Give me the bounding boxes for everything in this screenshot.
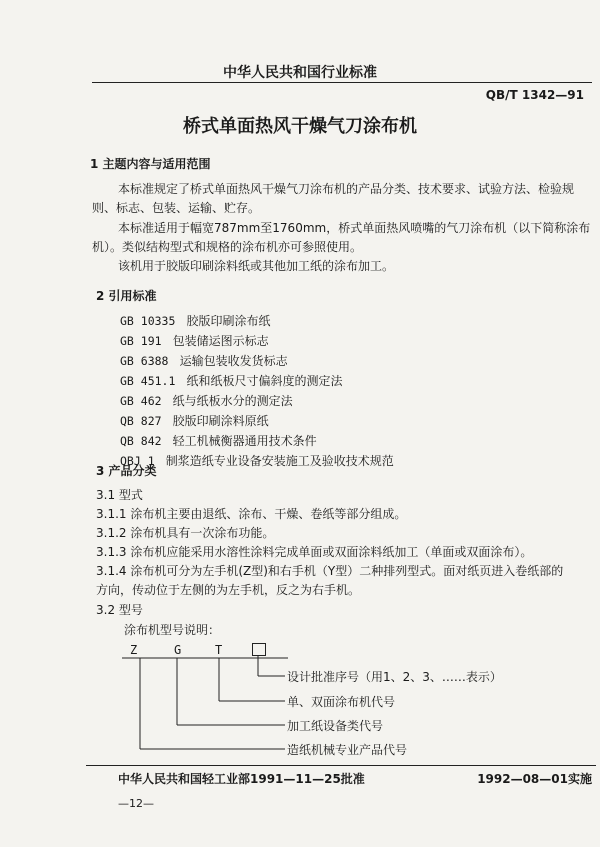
footer-rule <box>86 765 596 766</box>
model-label-side: 单、双面涂布机代号 <box>287 695 396 709</box>
clause-3-2: 3.2 型号 <box>96 603 143 617</box>
clause-3-1-2: 3.1.2 涂布机具有一次涂布功能。 <box>96 526 275 540</box>
model-letter-t: T <box>215 643 223 657</box>
section-1-heading: 1 主题内容与适用范围 <box>90 157 211 171</box>
section-1-para1-line2: 则、标志、包装、运输、贮存。 <box>92 201 261 215</box>
reference-code: QB 827 <box>120 414 162 428</box>
section-1-para3: 该机用于胶版印刷涂料纸或其他加工纸的涂布加工。 <box>118 259 395 273</box>
model-label-serial: 设计批准序号（用1、2、3、……表示） <box>287 670 502 684</box>
section-2-heading: 2 引用标准 <box>96 289 157 303</box>
reference-code: QB 842 <box>120 434 162 448</box>
reference-title: 纸和纸板尺寸偏斜度的测定法 <box>186 374 343 388</box>
model-letter-g: G <box>174 643 182 657</box>
reference-code: GB 10335 <box>120 314 176 328</box>
approval-line: 中华人民共和国轻工业部1991—11—25批准 <box>118 772 365 786</box>
model-label-category: 加工纸设备类代号 <box>287 719 384 733</box>
reference-title: 制浆造纸专业设备安装施工及验收技术规范 <box>165 454 394 468</box>
page-number: —12— <box>118 797 154 810</box>
clause-3-1-4-line2: 方向，传动位于左侧的为左手机，反之为右手机。 <box>96 583 361 597</box>
reference-code: GB 451.1 <box>120 374 176 388</box>
reference-code: QBJ 1 <box>120 454 155 468</box>
reference-title: 轻工机械衡器通用技术条件 <box>172 434 317 448</box>
reference-title: 运输包装收发货标志 <box>179 354 288 368</box>
reference-code: GB 462 <box>120 394 162 408</box>
standard-code: QB/T 1342—91 <box>485 88 584 102</box>
reference-title: 纸与纸板水分的测定法 <box>172 394 293 408</box>
clause-3-1-4-line1: 3.1.4 涂布机可分为左手机(Z型)和右手机（Y型）二种排列型式。面对纸页进入卷纸部的 <box>96 564 564 578</box>
reference-code: GB 191 <box>120 334 162 348</box>
section-1-para1-line1: 本标准规定了桥式单面热风干燥气刀涂布机的产品分类、技术要求、试验方法、检验规 <box>118 182 575 196</box>
reference-title: 胶版印刷涂布纸 <box>186 314 271 328</box>
model-label-specialty: 造纸机械专业产品代号 <box>287 743 408 757</box>
clause-3-1-1: 3.1.1 涂布机主要由退纸、涂布、干燥、卷纸等部分组成。 <box>96 507 407 521</box>
reference-title: 包装储运图示标志 <box>172 334 269 348</box>
model-letter-z: Z <box>130 643 138 657</box>
clause-3-1-3: 3.1.3 涂布机应能采用水溶性涂料完成单面或双面涂料纸加工（单面或双面涂布）。 <box>96 545 533 559</box>
header-org: 中华人民共和国行业标准 <box>223 65 377 81</box>
reference-title: 胶版印刷涂料原纸 <box>172 414 269 428</box>
reference-code: GB 6388 <box>120 354 169 368</box>
model-intro: 涂布机型号说明： <box>124 623 221 637</box>
document-title: 桥式单面热风干燥气刀涂布机 <box>183 116 417 137</box>
section-1-para2-line2: 机）。类似结构型式和规格的涂布机亦可参照使用。 <box>92 240 363 254</box>
implementation-date: 1992—08—01实施 <box>477 772 592 786</box>
section-3-heading: 3 产品分类 <box>96 464 157 478</box>
clause-3-1: 3.1 型式 <box>96 488 143 502</box>
section-1-para2-line1: 本标准适用于幅宽787mm至1760mm，桥式单面热风喷嘴的气刀涂布机（以下简称涂布 <box>118 221 591 235</box>
